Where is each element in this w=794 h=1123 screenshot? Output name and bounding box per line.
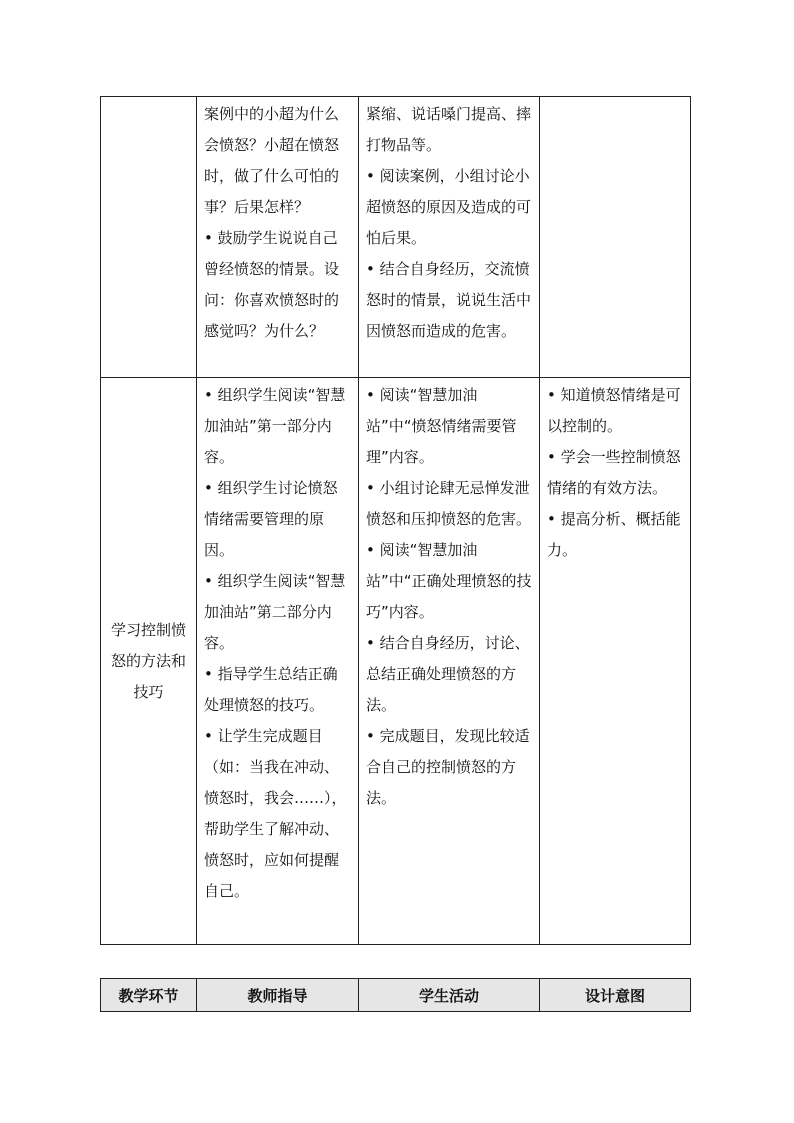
teacher-text: • 让学生完成题目（如：当我在冲动、愤怒时，我会……），帮助学生了解冲动、愤怒时，应如何提醒自己。 bbox=[204, 727, 347, 900]
student-text: • 阅读“智慧加油站”中“正确处理愤怒的技巧”内容。 bbox=[366, 541, 532, 621]
teacher-text: • 组织学生阅读“智慧加油站”第一部分内容。 bbox=[204, 386, 346, 466]
student-text: 紧缩、说话嗓门提高、摔打物品等。 bbox=[366, 105, 532, 154]
intent-text: • 知道愤怒情绪是可以控制的。 bbox=[547, 386, 681, 435]
header-stage: 教学环节 bbox=[101, 979, 197, 1012]
table-row bbox=[101, 97, 691, 378]
table-header bbox=[100, 978, 691, 1012]
lesson-plan-table bbox=[100, 96, 691, 945]
student-text: • 结合自身经历，交流愤怒时的情景，说说生活中因愤怒而造成的危害。 bbox=[366, 260, 532, 340]
student-text: • 完成题目，发现比较适合自己的控制愤怒的方法。 bbox=[366, 727, 530, 807]
header-student: 学生活动 bbox=[359, 979, 540, 1012]
intent-text: • 学会一些控制愤怒情绪的有效方法。 bbox=[547, 448, 681, 497]
teacher-text: • 指导学生总结正确处理愤怒的技巧。 bbox=[204, 665, 338, 714]
student-text: • 结合自身经历，讨论、总结正确处理愤怒的方法。 bbox=[366, 634, 530, 714]
stage-cell bbox=[101, 97, 197, 378]
stage-label: 学习控制愤怒的方法和技巧 bbox=[110, 620, 186, 701]
teacher-text: • 鼓励学生说说自己曾经愤怒的情景。设问：你喜欢愤怒时的感觉吗？为什么？ bbox=[204, 229, 340, 340]
intent-cell bbox=[540, 97, 691, 378]
header-row bbox=[101, 979, 691, 1012]
header-intent: 设计意图 bbox=[540, 979, 691, 1012]
student-cell bbox=[359, 378, 540, 945]
table-row bbox=[101, 378, 691, 945]
teacher-cell bbox=[197, 97, 359, 378]
teacher-text: • 组织学生讨论愤怒情绪需要管理的原因。 bbox=[204, 479, 338, 559]
student-cell bbox=[359, 97, 540, 378]
intent-cell bbox=[540, 378, 691, 945]
header-teacher: 教师指导 bbox=[197, 979, 359, 1012]
teacher-text: • 组织学生阅读“智慧加油站”第二部分内容。 bbox=[204, 572, 346, 652]
teacher-text: 案例中的小超为什么会愤怒？小超在愤怒时，做了什么可怕的事？后果怎样？ bbox=[204, 105, 340, 216]
student-text: • 小组讨论肆无忌惮发泄愤怒和压抑愤怒的危害。 bbox=[366, 479, 532, 528]
student-text: • 阅读“智慧加油站”中“愤怒情绪需要管理”内容。 bbox=[366, 386, 517, 466]
stage-cell bbox=[101, 378, 197, 945]
student-text: • 阅读案例，小组讨论小超愤怒的原因及造成的可怕后果。 bbox=[366, 167, 532, 247]
intent-text: • 提高分析、概括能力。 bbox=[547, 510, 681, 559]
teacher-cell bbox=[197, 378, 359, 945]
